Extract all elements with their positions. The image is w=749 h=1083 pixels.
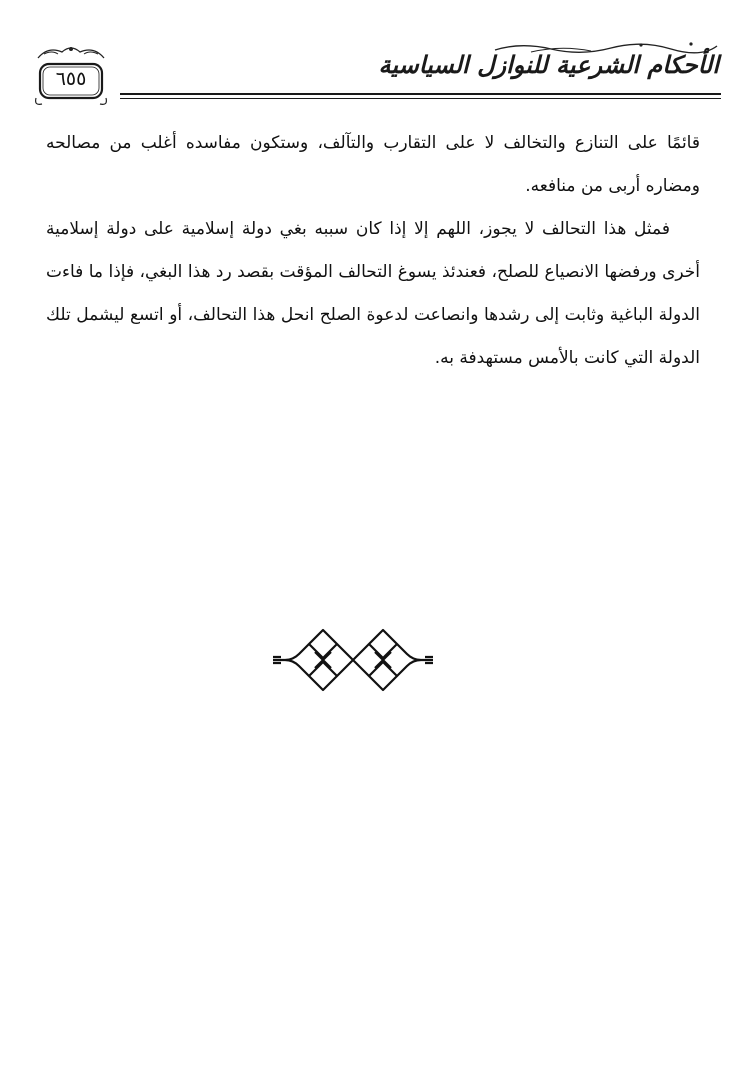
paragraph: قائمًا على التنازع والتخالف لا على التقارب والتآلف، وستكون مفاسده أغلب من مصالحه ومضاره أربى من منافعه. bbox=[46, 133, 700, 196]
header-rule-thin bbox=[120, 98, 721, 99]
paragraph: فمثل هذا التحالف لا يجوز، اللهم إلا إذا كان سببه بغي دولة إسلامية على دولة إسلامية أخرى ورفضها الانصياع للصلح، فعندئذ يسوغ التحالف المؤقت بقصد رد هذا البغي، فإذا ما فاءت الدولة الباغية وثابت إلى رشدها وانصاعت لدعوة الصلح انحل هذا التحالف، أو اتسع ليشمل تلك الدولة التي كانت بالأمس مستهدفة به. bbox=[46, 219, 700, 368]
page-header bbox=[28, 40, 721, 110]
knot-ornament-icon bbox=[271, 626, 435, 692]
running-title: الأحكام الشرعية للنوازل السياسية bbox=[378, 50, 719, 79]
main-text bbox=[46, 122, 700, 380]
page-number-frame bbox=[28, 40, 114, 110]
header-rule bbox=[120, 93, 721, 95]
page-number: ٦٥٥ bbox=[55, 68, 87, 90]
